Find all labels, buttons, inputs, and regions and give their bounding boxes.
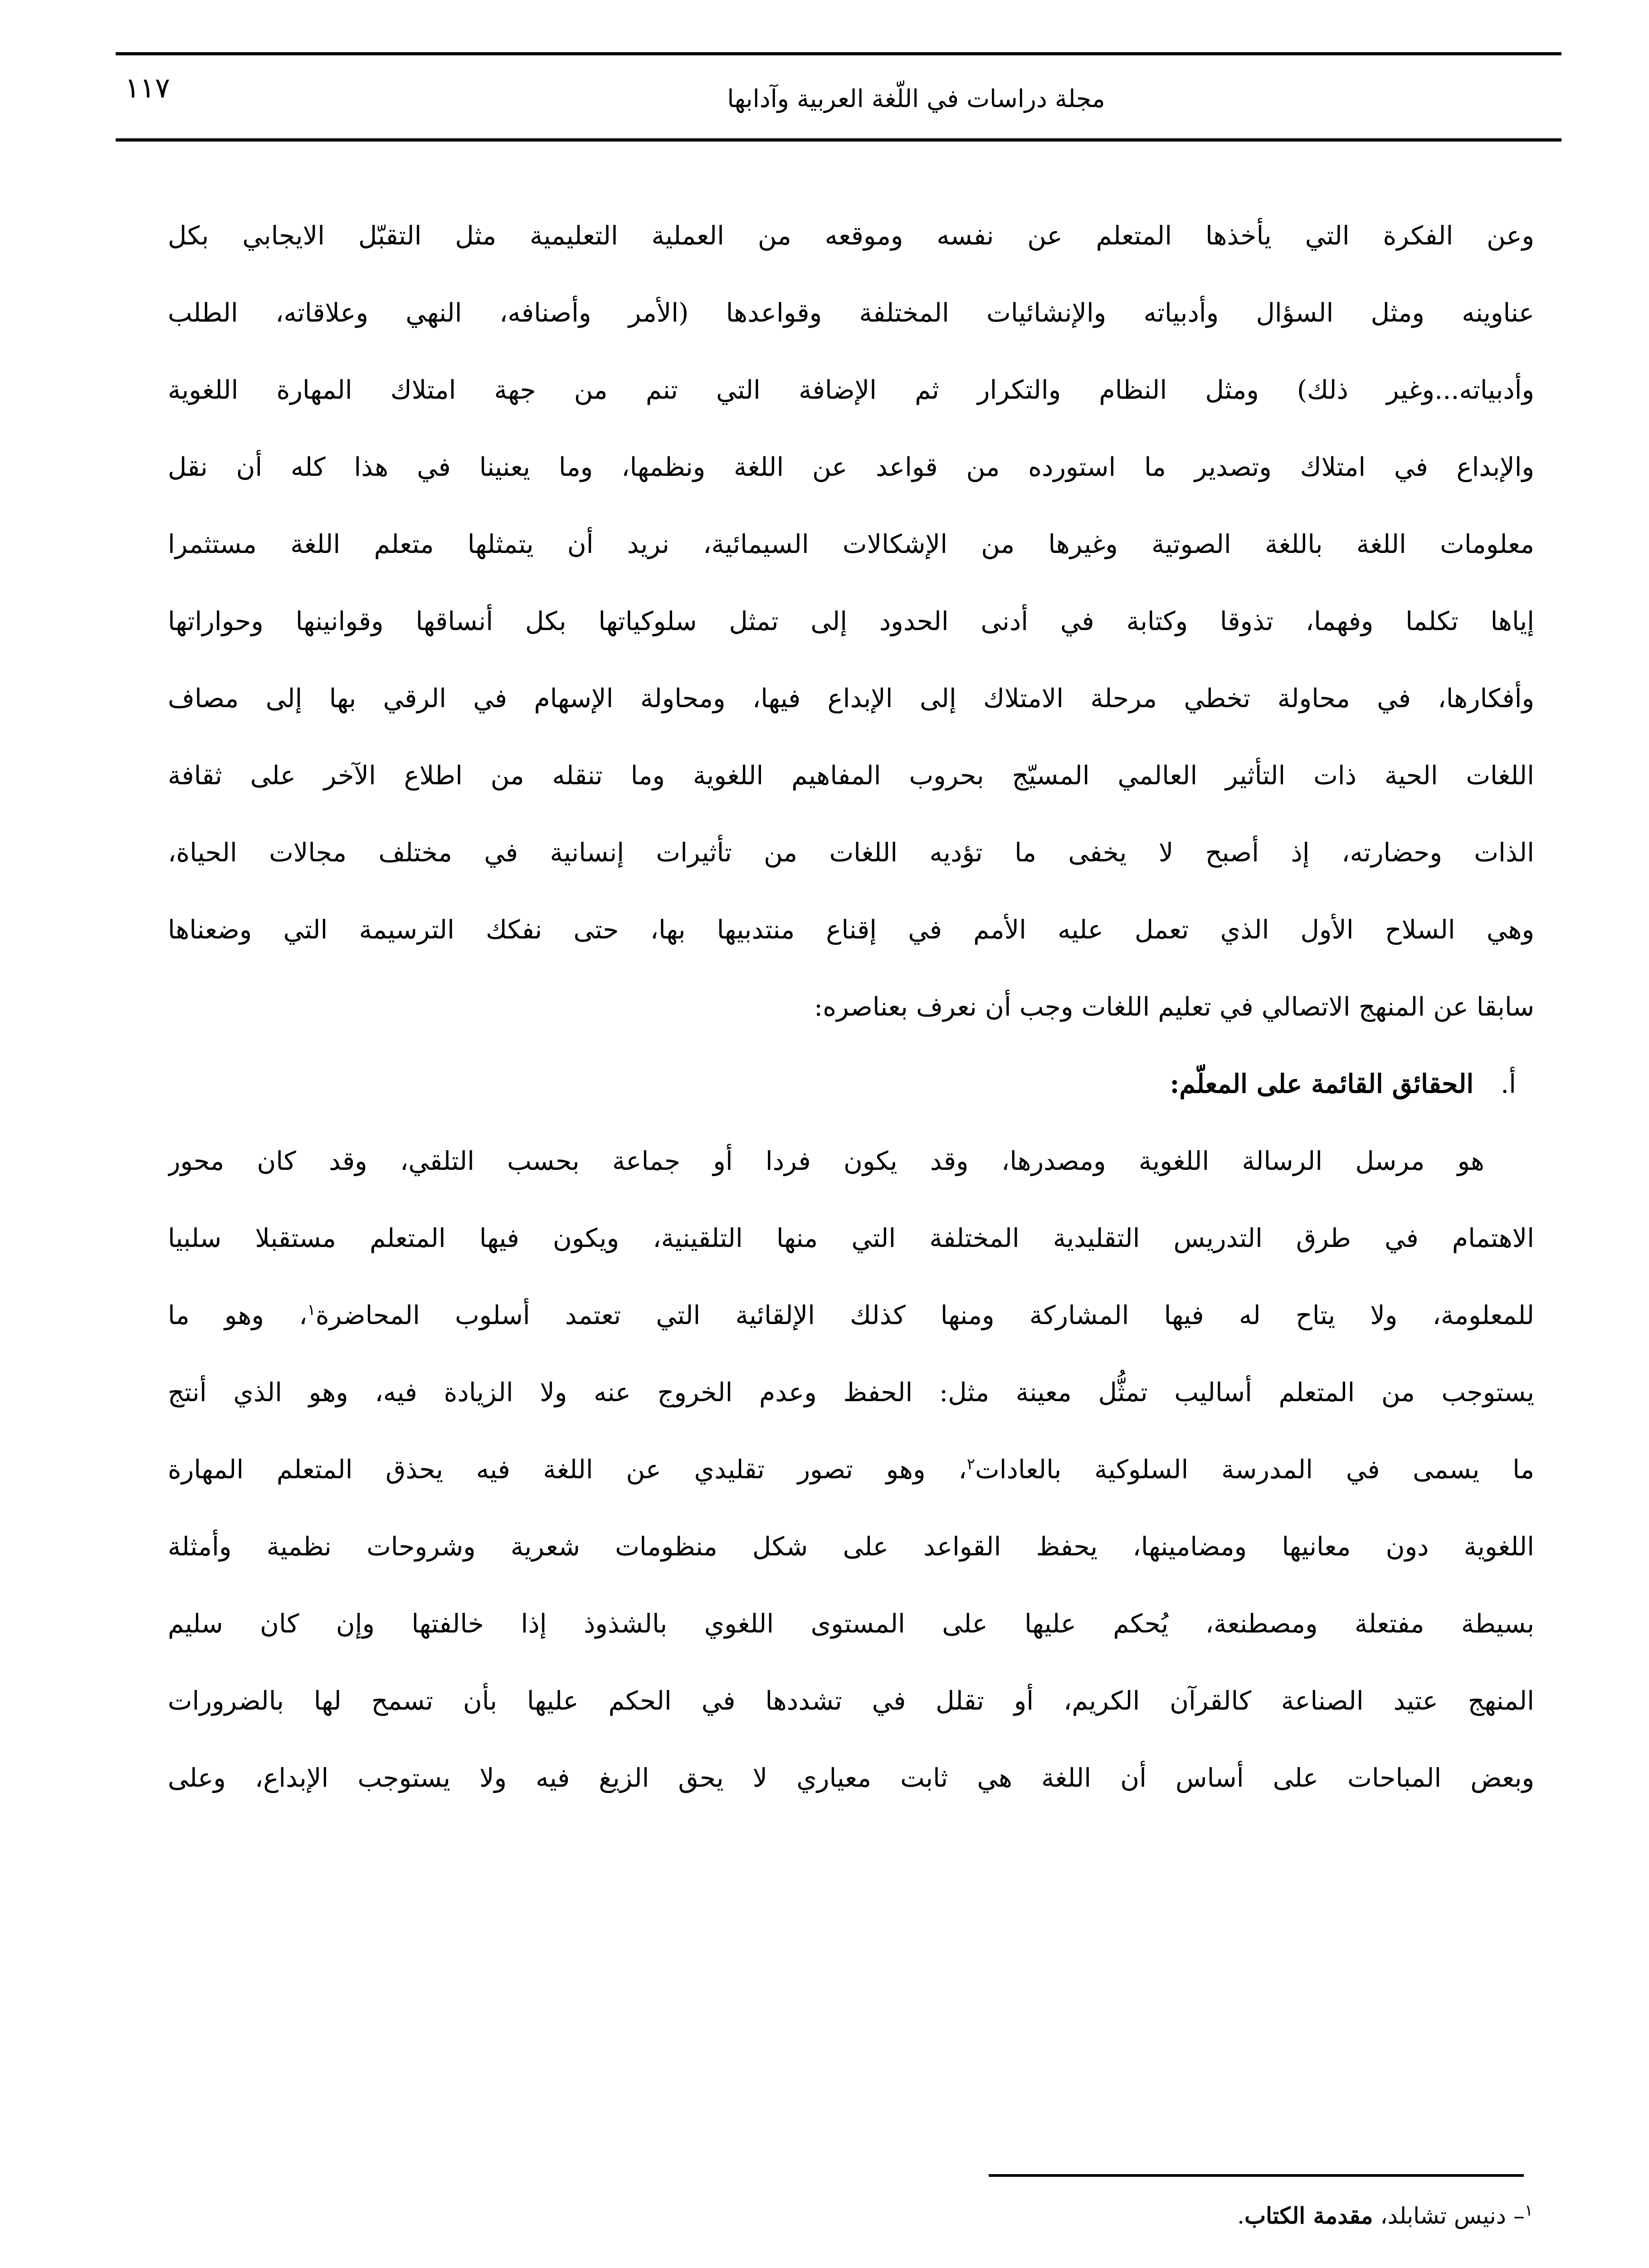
- footnote-end: .: [1237, 2203, 1244, 2229]
- footnote-mark: ١: [1524, 2201, 1533, 2220]
- text-line: والإبداع في امتلاك وتصدير ما استورده من قواعد عن اللغة ونظمها، وما يعنينا في هذا كله أن نقل: [168, 452, 1534, 482]
- text-line: اللغات الحية ذات التأثير العالمي المسيّج بحروب المفاهيم اللغوية وما تنقله من اطلاع الآخر على ثقافة: [168, 761, 1534, 791]
- text-line: بسيطة مفتعلة ومصطنعة، يُحكم عليها على المستوى اللغوي بالشذوذ إذا خالفتها وإن كان سليم: [168, 1609, 1534, 1639]
- section-marker: أ.: [1501, 1069, 1516, 1099]
- journal-title: مجلة دراسات في اللّغة العربية وآدابها: [727, 84, 1105, 113]
- text-line: وهي السلاح الأول الذي تعمل عليه الأمم في إقناع منتدبيها بها، حتى نفكك الترسيمة التي وضعناها: [168, 915, 1534, 945]
- running-header: [116, 52, 1561, 142]
- text-segment: للمعلومة، ولا يتاح له فيها المشاركة ومنها كذلك الإلقائية التي تعتمد أسلوب المحاضرة: [315, 1300, 1534, 1330]
- footnote-1: [907, 2189, 1533, 2243]
- footnote-work-title: مقدمة الكتاب: [1244, 2202, 1373, 2229]
- section-heading: [168, 1046, 1534, 1123]
- text-line: إياها تكلما وفهما، تذوقا وكتابة في أدنى الحدود إلى تمثل سلوكياتها بكل أنساقها وقوانينها وحواراتها: [168, 606, 1534, 636]
- footnote-separator: [989, 2174, 1524, 2177]
- text-line: الذات وحضارته، إذ أصبح لا يخفى ما تؤديه اللغات من تأثيرات إنسانية في مختلف مجالات الحياة،: [168, 838, 1534, 868]
- body-text: [168, 197, 1534, 1817]
- text-line: المنهج عتيد الصناعة كالقرآن الكريم، أو تقلل في تشددها في الحكم عليها بأن تسمح لها بالضرورات: [168, 1686, 1534, 1716]
- text-line: اللغوية دون معانيها ومضامينها، يحفظ القواعد على شكل منظومات شعرية وشروحات نظمية وأمثلة: [168, 1532, 1534, 1562]
- text-segment: ، وهو تصور تقليدي عن اللغة فيه يحذق المتعلم المهارة: [168, 1455, 967, 1485]
- text-line: [168, 1431, 1534, 1508]
- paragraph-2: [168, 1123, 1534, 1817]
- page-number: ١١٧: [125, 71, 170, 104]
- text-line: الاهتمام في طرق التدريس التقليدية المختلفة التي منها التلقينية، ويكون فيها المتعلم مستقبلا سلبيا: [168, 1223, 1534, 1253]
- text-segment: ، وهو ما: [168, 1300, 307, 1330]
- text-line: [168, 1277, 1534, 1354]
- footnote-2: [127, 2261, 1306, 2268]
- text-line: سابقا عن المنهج الاتصالي في تعليم اللغات وجب أن نعرف بعناصره:: [814, 992, 1534, 1022]
- text-line: هو مرسل الرسالة اللغوية ومصدرها، وقد يكون فردا أو جماعة بحسب التلقي، وقد كان محور: [168, 1146, 1484, 1176]
- paragraph-1: [168, 197, 1534, 1046]
- text-segment: ما يسمى في المدرسة السلوكية بالعادات: [975, 1455, 1534, 1485]
- text-line: وبعض المباحات على أساس أن اللغة هي ثابت معياري لا يحق الزيغ فيه ولا يستوجب الإبداع، وعلى: [168, 1763, 1534, 1793]
- text-line: يستوجب من المتعلم أساليب تمثُّل معينة مثل: الحفظ وعدم الخروج عنه ولا الزيادة فيه، وهو الذي أنتج: [168, 1378, 1534, 1408]
- footnote-author: – دنيس تشابلد،: [1373, 2203, 1525, 2229]
- text-line: معلومات اللغة باللغة الصوتية وغيرها من الإشكالات السيمائية، نريد أن يتمثلها متعلم اللغة مستثمرا: [168, 529, 1534, 559]
- footnote-ref-1[interactable]: ١: [307, 1301, 316, 1319]
- text-line: عناوينه ومثل السؤال وأدبياته والإنشائيات المختلفة وقواعدها (الأمر وأصنافه، النهي وعلاقاته، الطلب: [168, 298, 1534, 328]
- section-heading-text: الحقائق القائمة على المعلّم:: [1170, 1069, 1474, 1099]
- text-line: وأفكارها، في محاولة تخطي مرحلة الامتلاك إلى الإبداع فيها، ومحاولة الإسهام في الرقي بها إلى مصاف: [168, 684, 1534, 714]
- text-line: وعن الفكرة التي يأخذها المتعلم عن نفسه وموقعه من العملية التعليمية مثل التقبّل الايجابي بكل: [168, 221, 1534, 251]
- footnote-ref-2[interactable]: ٢: [966, 1455, 975, 1473]
- text-line: وأدبياته...وغير ذلك) ومثل النظام والتكرار ثم الإضافة التي تنم من جهة امتلاك المهارة اللغوية: [168, 375, 1534, 405]
